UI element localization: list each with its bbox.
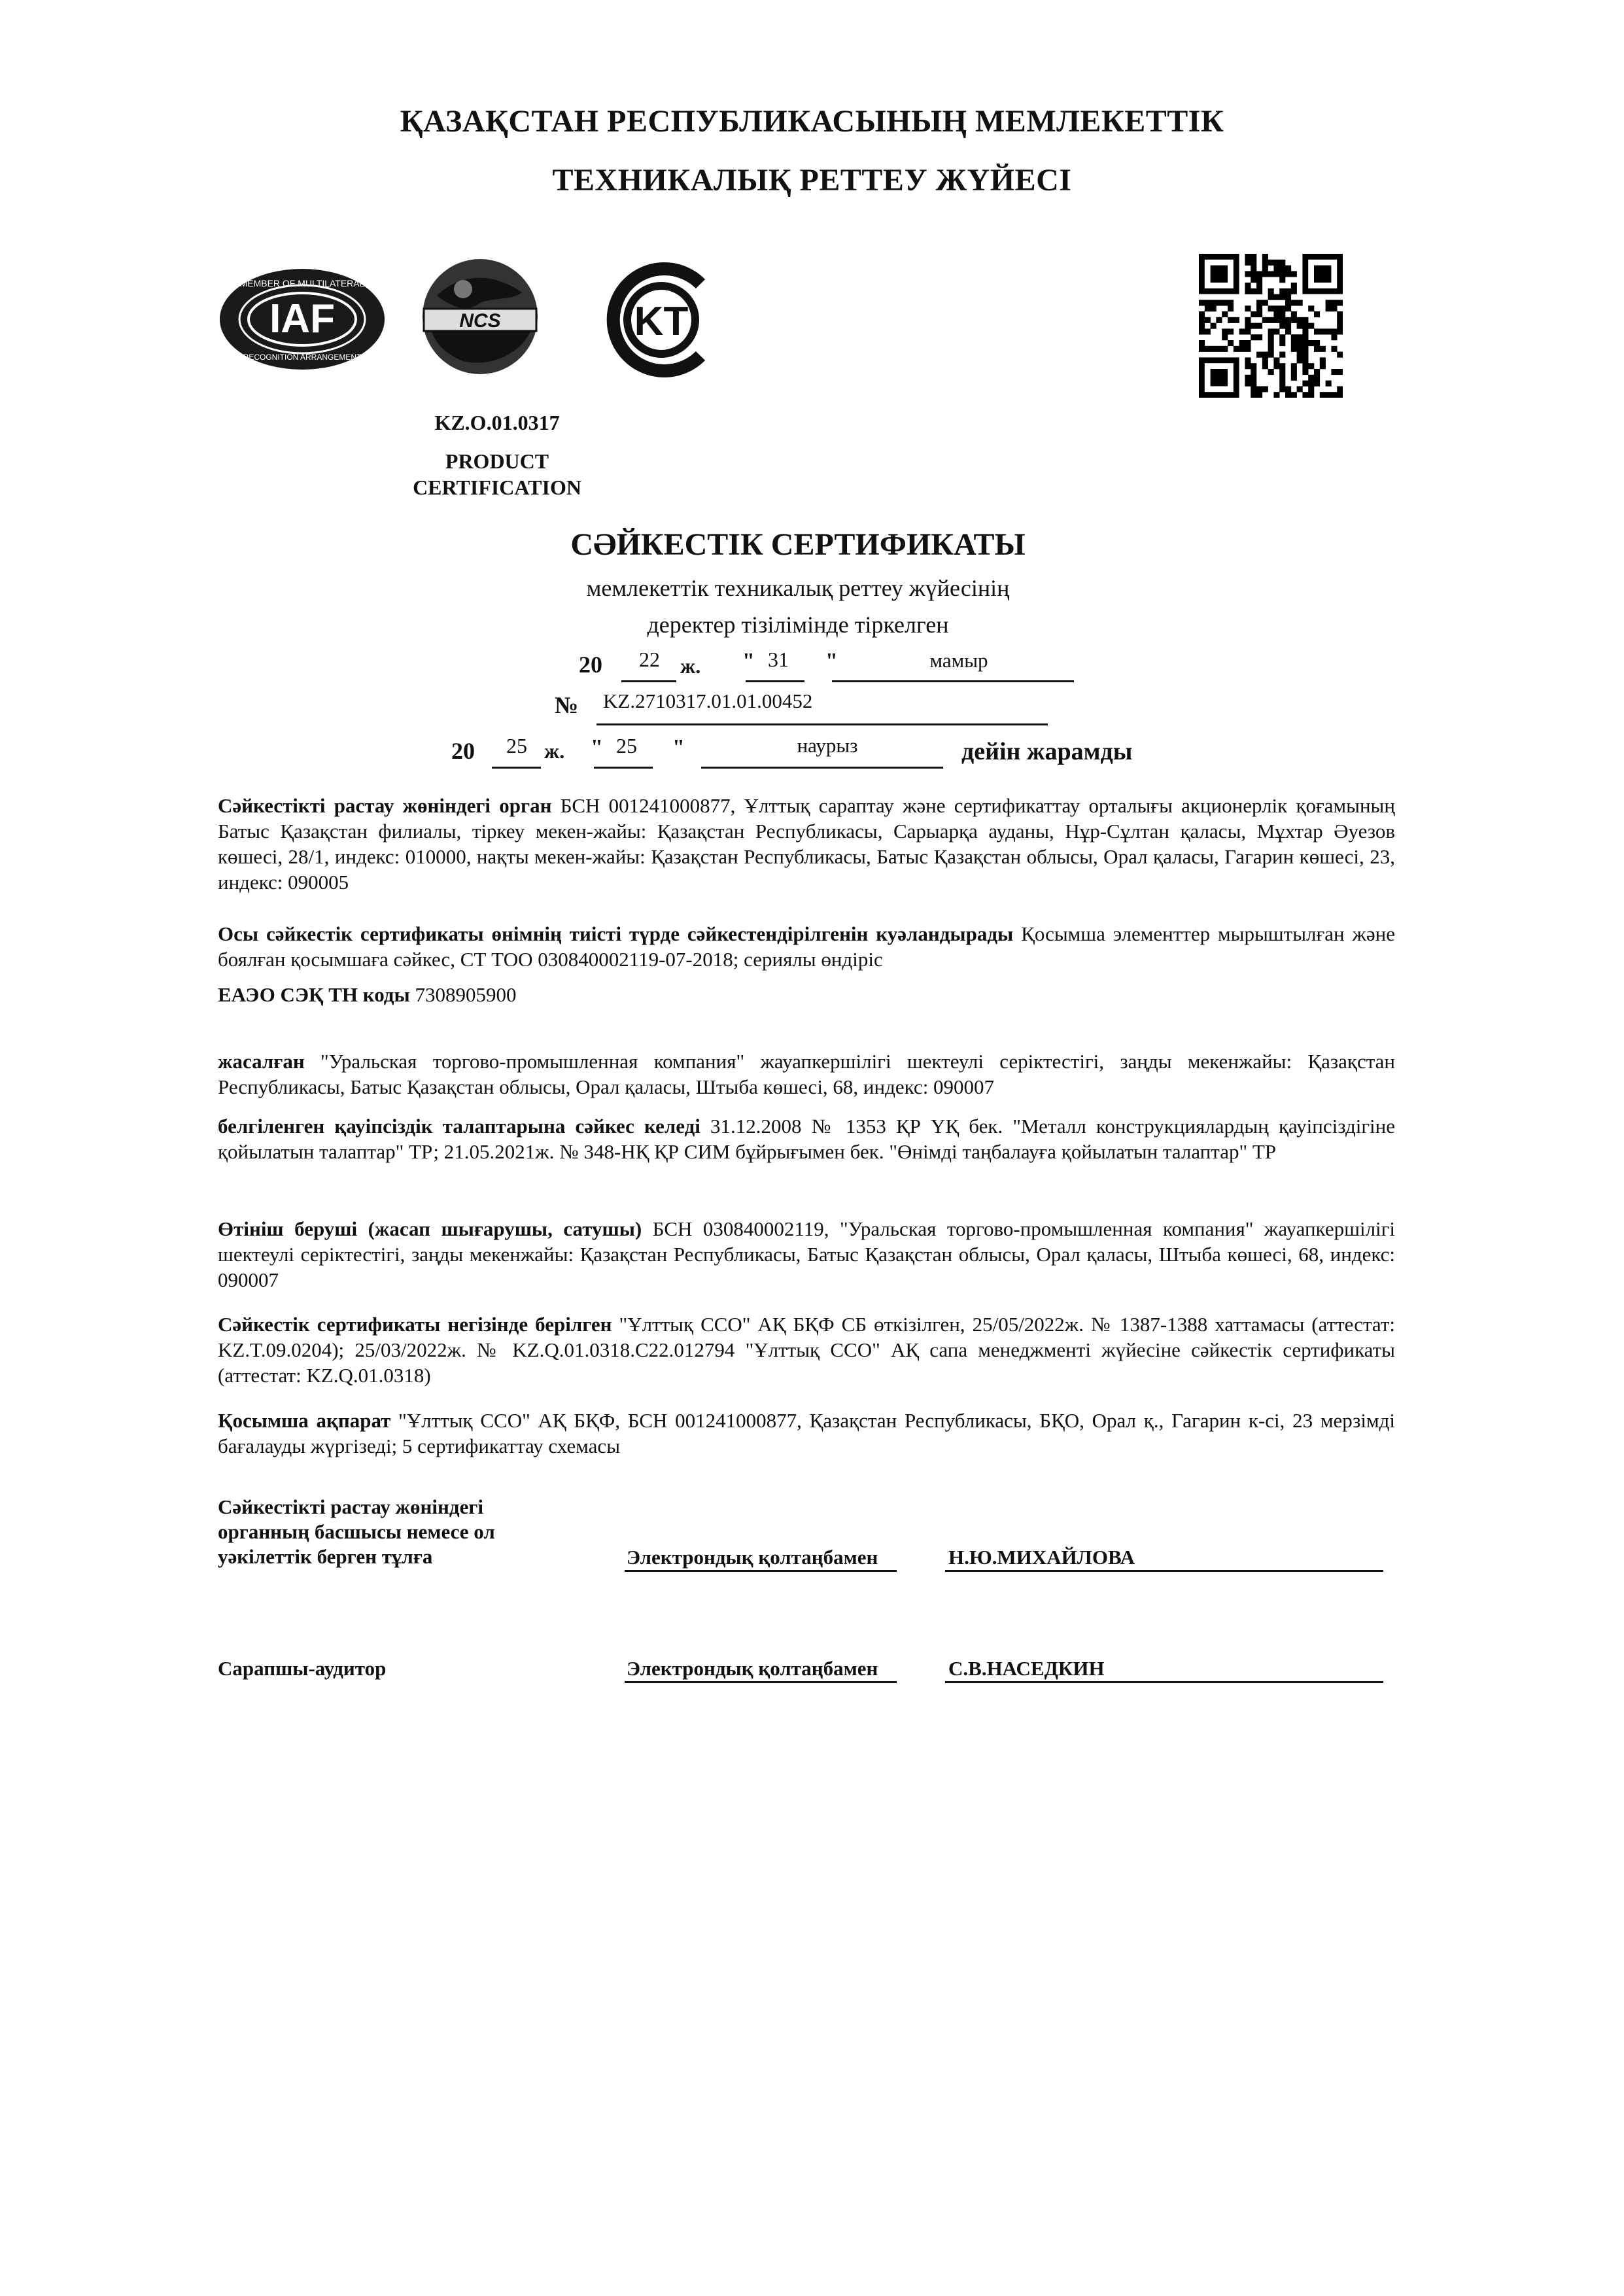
valid-until-label: дейін жарамды: [961, 738, 1133, 765]
ncs-globe-logo: [411, 256, 549, 378]
reg-number-label: №: [555, 692, 579, 718]
head-signatory-line-2: органның басшысы немесе ол: [218, 1520, 495, 1543]
basis-text: "Ұлттық ССО" АҚ БҚФ СБ өткізілген, 25/05/2022ж. № 1387-1388 хаттамасы (аттестат: KZ.T.09.0204); 25/03/2022ж. № KZ.Q.01.0318.C22.012794 "Ұлттық ССО" АҚ сапа менеджменті жүйесіне сәйкестік сертификаты (аттестат: KZ.Q.01.0318): [218, 1313, 1396, 1387]
reg-quote-close: ": [825, 649, 838, 673]
manufacturer-text: "Уральская торгово-промышленная компания" жауапкершілігі шектеулі серіктестігі, заңды мекенжайы: Қазақстан Республикасы, Батыс Қазақстан облысы, Орал қаласы, Штыба көшесі, 68, индекс: 090007: [218, 1050, 1395, 1098]
tnved-code: 7308905900: [409, 983, 517, 1006]
reg-year: 22: [639, 648, 660, 671]
certification-body-label: Сәйкестікті растау жөніндегі орган: [218, 794, 552, 817]
kt-logo-text: KT: [634, 299, 689, 344]
auditor-name: С.В.НАСЕДКИН: [948, 1657, 1105, 1680]
iaf-logo: [218, 267, 387, 372]
iaf-ring-top-text: MEMBER OF MULTILATERAL: [239, 278, 365, 288]
applicant-label: Өтініш беруші (жасап шығарушы, сатушы): [218, 1217, 642, 1240]
head-signature-method: Электрондық қолтаңбамен: [627, 1546, 878, 1569]
header-line-1: ҚАЗАҚСТАН РЕСПУБЛИКАСЫНЫҢ МЕМЛЕКЕТТІК: [400, 104, 1224, 139]
valid-month: наурыз: [797, 734, 858, 757]
valid-quote-open: ": [591, 735, 603, 759]
valid-year: 25: [506, 734, 527, 757]
conformity-label: Осы сәйкестік сертификаты өнімнің тиісті түрде сәйкестендірілгенін куәландырады: [218, 922, 1014, 945]
head-signatory-name: Н.Ю.МИХАЙЛОВА: [948, 1546, 1135, 1569]
reg-year-suffix: ж.: [680, 654, 701, 678]
iaf-logo-text: IAF: [269, 296, 335, 341]
certificate-subtitle-1: мемлекеттік техникалық реттеу жүйесінің: [586, 575, 1010, 601]
basis-paragraph: [218, 1312, 1395, 1388]
certificate-title: СӘЙКЕСТІК СЕРТИФИКАТЫ: [570, 527, 1026, 562]
valid-year-prefix: 20: [451, 738, 475, 764]
reg-year-prefix: 20: [579, 652, 602, 678]
auditor-signature-method: Электрондық қолтаңбамен: [627, 1657, 878, 1680]
header-line-2: ТЕХНИКАЛЫҚ РЕТТЕУ ЖҮЙЕСІ: [552, 163, 1072, 198]
basis-label: Сәйкестік сертификаты негізінде берілген: [218, 1313, 612, 1336]
safety-requirements-label: белгіленген қауіпсіздік талаптарына сәйкес келеді: [218, 1115, 700, 1138]
kt-logo: [599, 258, 723, 382]
additional-info-label: Қосымша ақпарат: [218, 1409, 391, 1432]
certification-body-paragraph: [218, 793, 1395, 895]
ncs-logo-text: NCS: [459, 310, 501, 332]
head-signatory-title: [218, 1495, 495, 1569]
safety-requirements-paragraph: [218, 1113, 1395, 1164]
reg-number: KZ.2710317.01.01.00452: [603, 689, 813, 712]
applicant-text: БСН 030840002119, "Уральская торгово-промышленная компания" жауапкершілігі шектеулі серіктестігі, заңды мекенжайы: Қазақстан Республикасы, Батыс Қазақстан облысы, Орал қаласы, Штыба көшесі, 68, индекс: 090007: [218, 1217, 1395, 1291]
conformity-paragraph: [218, 921, 1395, 972]
additional-info-text: "Ұлттық ССО" АҚ БҚФ, БСН 001241000877, Қазақстан Республикасы, БҚО, Орал қ., Гагарин к-сі, 23 мерзімді бағалауды жүргізеді; 5 сертификаттау схемасы: [218, 1409, 1395, 1457]
tnved-paragraph: [218, 982, 1395, 1007]
reg-month: мамыр: [929, 649, 988, 672]
tnved-label: ЕАЭО СЭҚ ТН коды: [218, 983, 410, 1006]
head-signatory-line-1: Сәйкестікті растау жөніндегі: [218, 1495, 484, 1518]
additional-info-paragraph: [218, 1408, 1395, 1459]
conformity-text: Қосымша элементтер мырыштылған және боялған қосымшаға сәйкес, СТ ТОО 030840002119-07-2018; сериялы өндіріс: [218, 922, 1395, 971]
head-signatory-line-3: уәкілеттік берген тұлға: [218, 1545, 433, 1568]
valid-year-suffix: ж.: [544, 739, 565, 763]
manufacturer-paragraph: [218, 1049, 1395, 1100]
safety-requirements-text: 31.12.2008 № 1353 ҚР ҮҚ бек. "Металл конструкциялардың қауіпсіздігіне қойылатын талаптар" ТР; 21.05.2021ж. № 348-НҚ ҚР СИМ бұйрығымен бек. "Өнімді таңбалауға қойылатын талаптар" ТР: [218, 1115, 1396, 1163]
iaf-ring-bottom-text: RECOGNITION ARRANGEMENT: [243, 353, 362, 362]
certificate-subtitle-2: деректер тізілімінде тіркелген: [647, 612, 949, 638]
auditor-title: Сарапшы-аудитор: [218, 1657, 387, 1680]
qr-code: [1199, 254, 1343, 398]
valid-day: 25: [616, 734, 637, 757]
certification-body-text: БСН 001241000877, Ұлттық сараптау және сертификаттау орталығы акционерлік қоғамының Батыс Қазақстан филиалы, тіркеу мекен-жайы: Қазақстан Республикасы, Сарыарқа ауданы, Нұр-Сұлтан қаласы, Мұхтар Әуезов көшесі, 28/1, индекс: 010000, нақты мекен-жайы: Қазақстан Республикасы, Батыс Қазақстан облысы, Орал қаласы, Гагарин көшесі, 23, индекс: 090005: [218, 794, 1395, 894]
applicant-paragraph: [218, 1216, 1395, 1293]
accreditation-code: KZ.O.01.0317: [434, 411, 560, 434]
reg-quote-open: ": [742, 649, 755, 673]
certification-label: CERTIFICATION: [413, 476, 581, 499]
manufacturer-label: жасалған: [218, 1050, 305, 1073]
product-label: PRODUCT: [445, 449, 549, 473]
reg-day: 31: [768, 648, 789, 671]
valid-quote-close: ": [672, 735, 685, 759]
